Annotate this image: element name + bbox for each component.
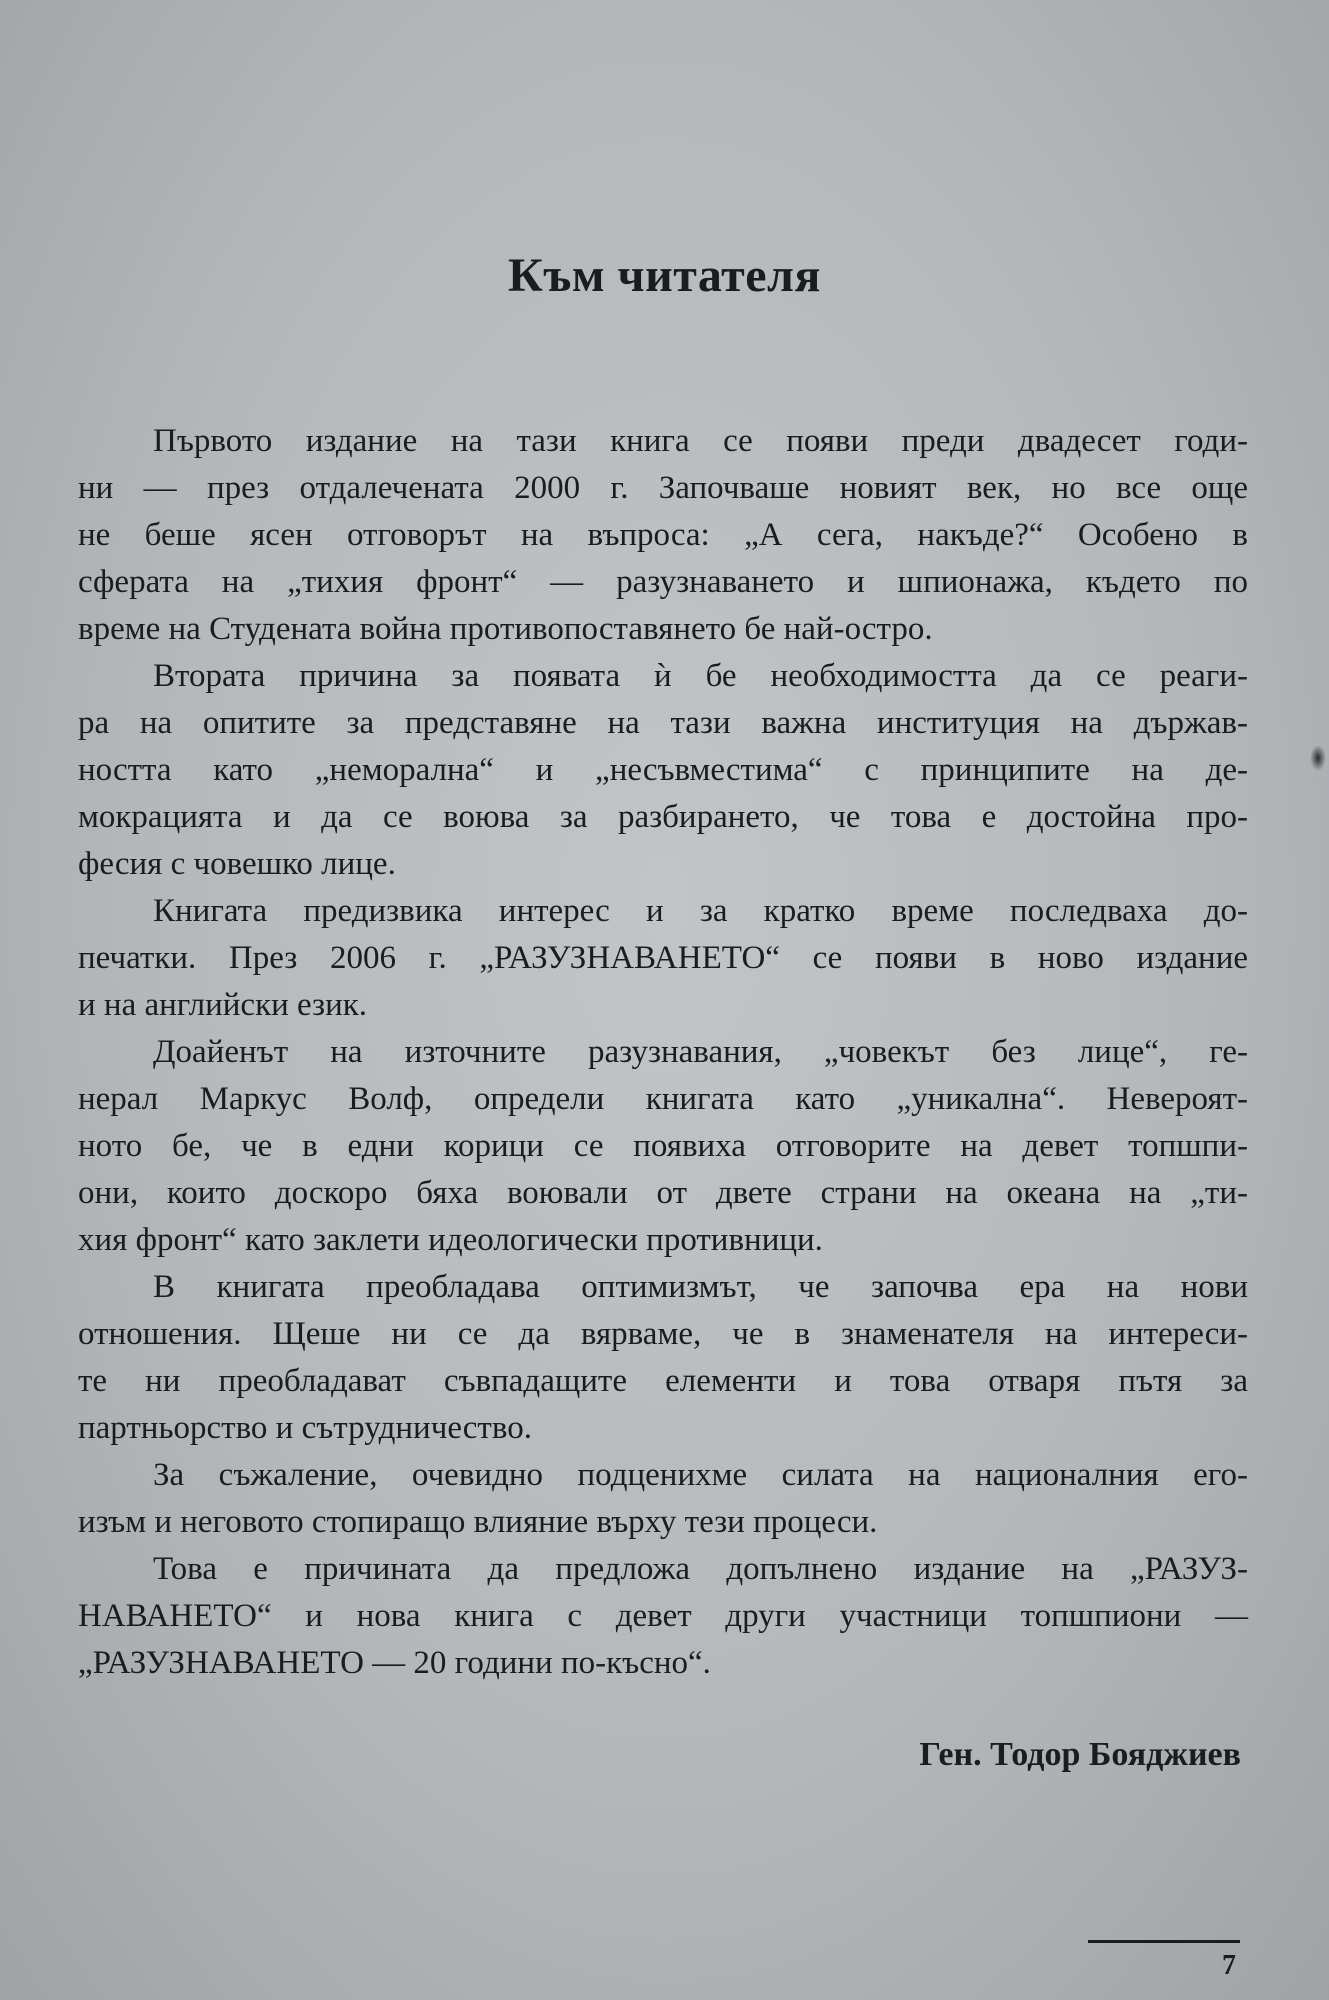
text-line: фесия с човешко лице.: [78, 846, 396, 882]
text-line: Книгата предизвика интерес и за кратко време последваха до-: [153, 893, 1248, 929]
text-line: печатки. През 2006 г. „РАЗУЗНАВАНЕТО“ се появи в ново издание: [78, 940, 1248, 976]
text-line: Първото издание на тази книга се появи преди двадесет годи-: [153, 423, 1248, 459]
text-line: За съжаление, очевидно подценихме силата на националния его-: [153, 1457, 1248, 1493]
paragraph-2: [78, 653, 1248, 888]
text-line: ра на опитите за представяне на тази важна институция на държав-: [78, 705, 1248, 741]
text-line: време на Студената война противопоставянето бе най-остро.: [78, 611, 933, 647]
paragraph-6: [78, 1452, 1248, 1546]
text-line: НАВАНЕТО“ и нова книга с девет други участници топшпиони —: [78, 1598, 1248, 1634]
text-line: ността като „неморална“ и „несъвместима“ с принципите на де-: [78, 752, 1248, 788]
text-line: и на английски език.: [78, 987, 368, 1023]
paragraph-4: [78, 1029, 1248, 1264]
text-line: отношения. Щеше ни се да вярваме, че в знаменателя на интереси-: [78, 1316, 1248, 1352]
text-line: В книгата преобладава оптимизмът, че започва ера на нови: [153, 1269, 1248, 1305]
text-line: Доайенът на източните разузнавания, „човекът без лице“, ге-: [153, 1034, 1248, 1070]
text-line: те ни преобладават съвпадащите елементи и това отваря пътя за: [78, 1363, 1248, 1399]
text-line: ното бе, че в едни корици се появиха отговорите на девет топшпи-: [78, 1128, 1248, 1164]
text-line: партньорство и сътрудничество.: [78, 1410, 532, 1446]
text-line: они, които доскоро бяха воювали от двете страни на океана на „ти-: [78, 1175, 1248, 1211]
chapter-title: Към читателя: [508, 249, 821, 302]
paragraph-7: [78, 1546, 1248, 1687]
text-line: сферата на „тихия фронт“ — разузнаването и шпионажа, където по: [78, 564, 1248, 600]
text-line: хия фронт“ като заклети идеологически противници.: [78, 1222, 823, 1258]
text-line: нерал Маркус Волф, определи книгата като „уникална“. Невероят-: [78, 1081, 1248, 1117]
paragraph-5: [78, 1264, 1248, 1452]
paragraph-1: [78, 418, 1248, 653]
author-signature: Ген. Тодор Бояджиев: [919, 1736, 1241, 1773]
text-line: мокрацията и да се воюва за разбирането, че това е достойна про-: [78, 799, 1248, 835]
chapter-body: [78, 418, 1248, 1687]
print-smudge: [1310, 745, 1326, 771]
text-line: ни — през отдалечената 2000 г. Започваше новият век, но все още: [78, 470, 1248, 506]
text-line: Това е причината да предложа допълнено издание на „РАЗУЗ-: [153, 1551, 1248, 1587]
text-line: „РАЗУЗНАВАНЕТО — 20 години по-късно“.: [78, 1645, 711, 1681]
footer-rule: [1088, 1940, 1240, 1943]
text-line: не беше ясен отговорът на въпроса: „А сега, накъде?“ Особено в: [78, 517, 1248, 553]
text-line: изъм и неговото стопиращо влияние върху тези процеси.: [78, 1504, 878, 1540]
paragraph-3: [78, 888, 1248, 1029]
text-line: Втората причина за появата ѝ бе необходимостта да се реаги-: [153, 658, 1248, 694]
page-number: 7: [1222, 1950, 1236, 1981]
